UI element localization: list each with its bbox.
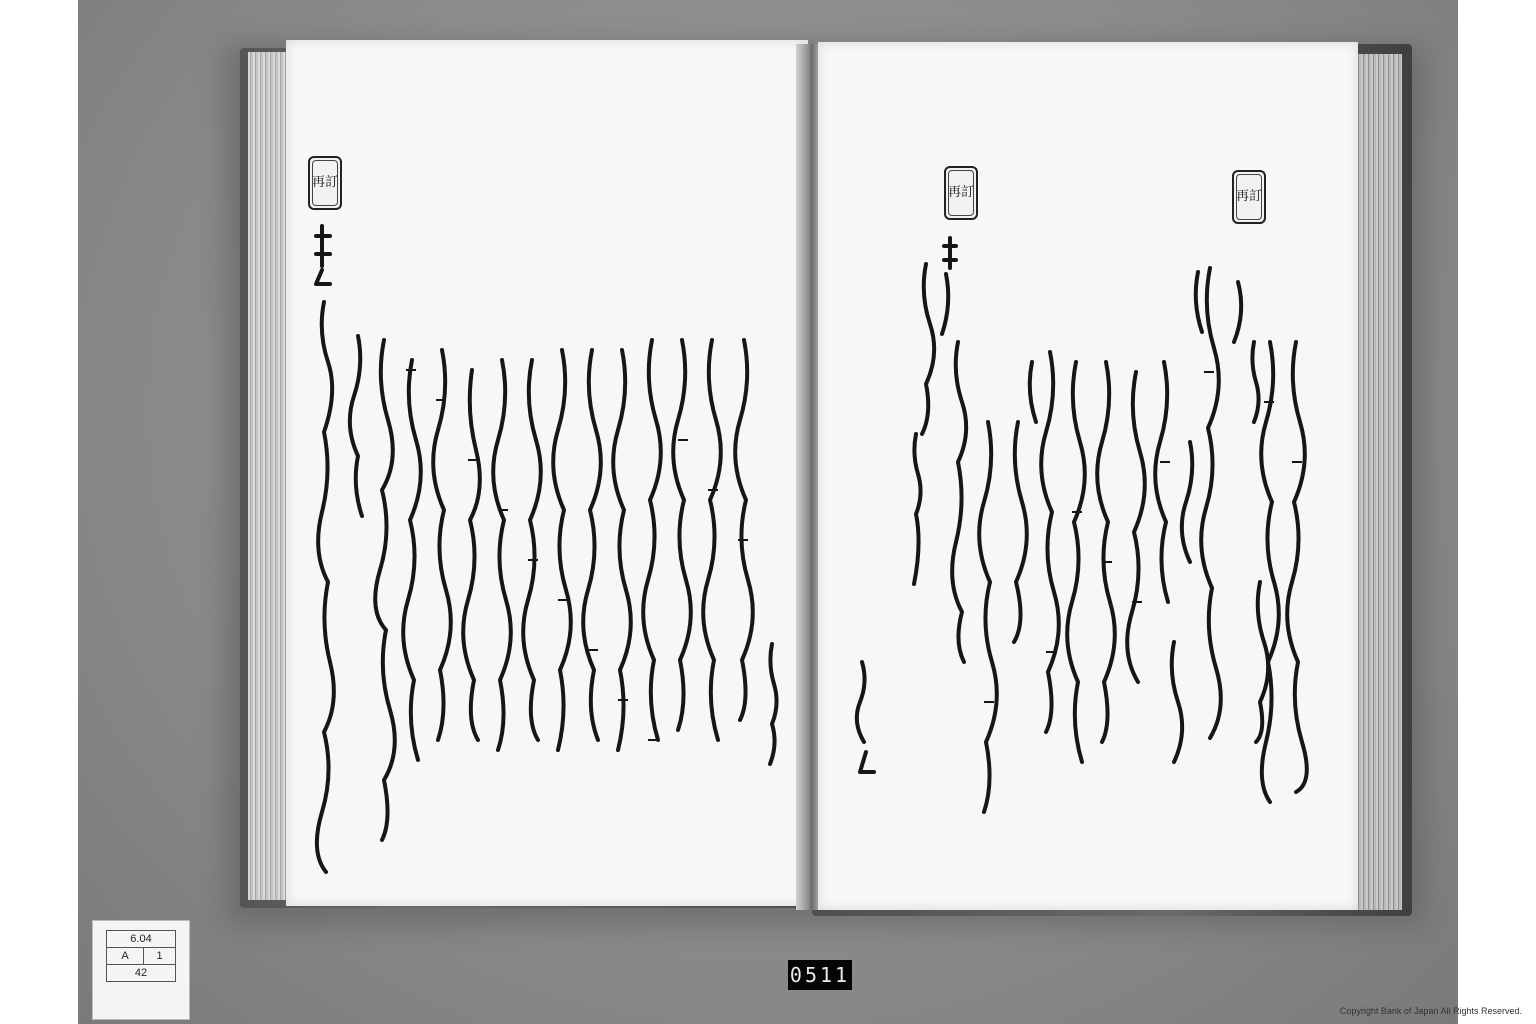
label-row-2-b: 1 <box>144 948 176 965</box>
right-page-handwriting <box>818 42 1358 910</box>
label-row-1: 6.04 <box>107 931 176 948</box>
page-edges-right <box>1356 54 1402 910</box>
stamp-text: 再訂 <box>311 175 338 190</box>
stamp-text: 再訂 <box>1235 189 1262 204</box>
copyright-notice: Copyright Bank of Japan All Rights Reserved. <box>1339 1006 1522 1016</box>
label-row-2-a: A <box>107 948 144 965</box>
stamp-text: 再訂 <box>947 185 974 200</box>
right-page <box>818 42 1358 910</box>
label-row-3: 42 <box>107 965 176 982</box>
left-page-handwriting <box>286 40 808 906</box>
left-page <box>286 40 808 906</box>
frame-number: 0511 <box>786 958 854 992</box>
archive-label-table <box>106 930 176 982</box>
page-edges-left <box>248 52 286 900</box>
